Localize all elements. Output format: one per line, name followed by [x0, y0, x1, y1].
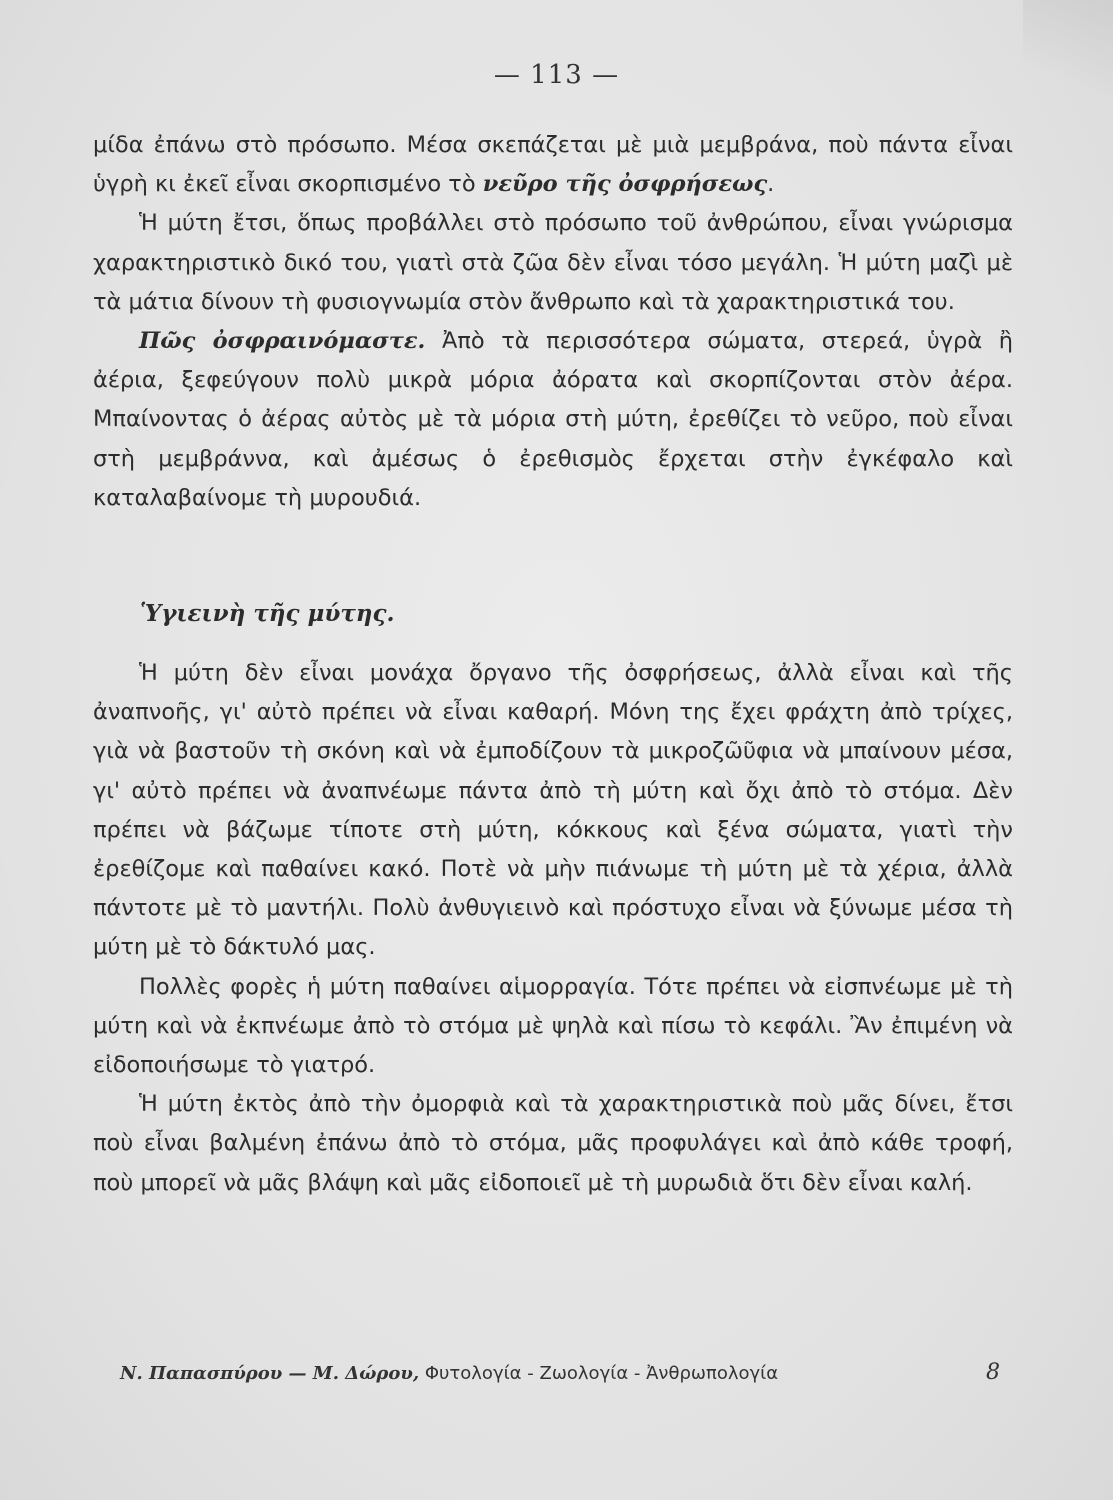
paragraph-1-end: .: [767, 171, 775, 198]
footer-sheet-number: 8: [986, 1360, 1000, 1385]
paragraph-4: Ἡ μύτη δὲν εἶναι μονάχα ὄργανο τῆς ὀσφρήσεως, ἀλλὰ εἶναι καὶ τῆς ἀναπνοῆς, γι' αὐτὸ πρέπει νὰ εἶναι καθαρή. Μόνη της ἔχει φράχτη ἀπὸ τρίχες, γιὰ νὰ βαστοῦν τὴ σκόνη καὶ νὰ ἐμποδίζουν τὰ μικροζῶῦφια νὰ μπαίνουν μέσα, γι' αὐτὸ πρέπει νὰ ἀναπνέωμε πάντα ἀπὸ τὴ μύτη καὶ ὄχι ἀπὸ τὸ στόμα. Δὲν πρέπει νὰ βάζωμε τίποτε στὴ μύτη, κόκκους καὶ ξένα σώματα, γιατὶ τὴν ἐρεθίζομε καὶ παθαίνει κακό. Ποτὲ νὰ μὴν πιάνωμε τὴ μύτη μὲ τὰ χέρια, ἀλλὰ πάντοτε μὲ τὸ μαντήλι. Πολὺ ἀνθυγιεινὸ καὶ πρόστυχο εἶναι νὰ ξύνωμε μέσα τὴ μύτη μὲ τὸ δάκτυλό μας.: [93, 660, 1013, 961]
paragraph-6: Ἡ μύτη ἐκτὸς ἀπὸ τὴν ὀμορφιὰ καὶ τὰ χαρακτηριστικὰ ποὺ μᾶς δίνει, ἔτσι ποὺ εἶναι βαλμένη ἐπάνω ἀπὸ τὸ στόμα, μᾶς προφυλάγει καὶ ἀπὸ κάθε τροφή, ποὺ μπορεῖ νὰ μᾶς βλάψη καὶ μᾶς εἰδοποιεῖ μὲ τὴ μυρωδιὰ ὅτι δὲν εἶναι καλή.: [93, 1091, 1013, 1196]
paragraph-1-text: μίδα ἐπάνω στὸ πρόσωπο. Μέσα σκεπάζεται μὲ μιὰ μεμβράνα, ποὺ πάντα εἶναι ὑγρὴ κι ἐκεῖ εἶναι σκορπισμένο τὸ: [93, 132, 1013, 198]
page-number: — 113 —: [493, 60, 620, 90]
footer-authors: Ν. Παπασπύρου — Μ. Δώρου,: [120, 1363, 420, 1384]
footer-citation: [120, 1363, 778, 1384]
paragraph-1: [93, 126, 1013, 204]
footer-title: Φυτολογία - Ζωολογία - Ἀνθρωπολογία: [424, 1363, 779, 1384]
body-text-top: [93, 126, 1013, 518]
paragraph-3-text: Ἀπὸ τὰ περισσότερα σώματα, στερεά, ὑγρὰ ἢ ἀέρια, ξεφεύγουν πολὺ μικρὰ μόρια ἀόρατα καὶ σκορπίζονται στὸν ἀέρα. Μπαίνοντας ὁ ἀέρας αὐτὸς μὲ τὰ μόρια στὴ μύτη, ἐρεθίζει τὸ νεῦρο, ποὺ εἶναι στὴ μεμβράννα, καὶ ἀμέσως ὁ ἐρεθισμὸς ἔρχεται στὴν ἐγκέφαλο καὶ καταλαβαίνομε τὴ μυρουδιά.: [93, 328, 1013, 511]
paragraph-1-emphasis: νεῦρο τῆς ὀσφρήσεως: [482, 171, 768, 198]
body-text-bottom: [93, 654, 1013, 1203]
paragraph-3-heading: Πῶς ὀσφραινόμαστε.: [139, 328, 426, 355]
paragraph-2: [93, 204, 1013, 322]
page-corner-shadow: [1023, 0, 1113, 110]
page-footer: [120, 1360, 1000, 1385]
paragraph-5: Πολλὲς φορὲς ἡ μύτη παθαίνει αἱμορραγία. Τότε πρέπει νὰ εἰσπνέωμε μὲ τὴ μύτη καὶ νὰ ἐκπνέωμε ἀπὸ τὸ στόμα μὲ ψηλὰ καὶ πίσω τὸ κεφάλι. Ἂν ἐπιμένη νὰ εἰδοποιήσωμε τὸ γιατρό.: [93, 973, 1013, 1079]
section-heading: Ὑγιεινὴ τῆς μύτης.: [140, 600, 395, 627]
paragraph-2-text: Ἡ μύτη ἔτσι, ὅπως προβάλλει στὸ πρόσωπο τοῦ ἀνθρώπου, εἶναι γνώρισμα χαρακτηριστικὸ δικό του, γιατὶ στὰ ζῶα δὲν εἶναι τόσο μεγάλη. Ἡ μύτη μαζὶ μὲ τὰ μάτια δίνουν τὴ φυσιογνωμία στὸν ἄνθρωπο καὶ τὰ χαρακτηριστικά του.: [93, 210, 1013, 315]
paragraph-3: [93, 322, 1013, 518]
